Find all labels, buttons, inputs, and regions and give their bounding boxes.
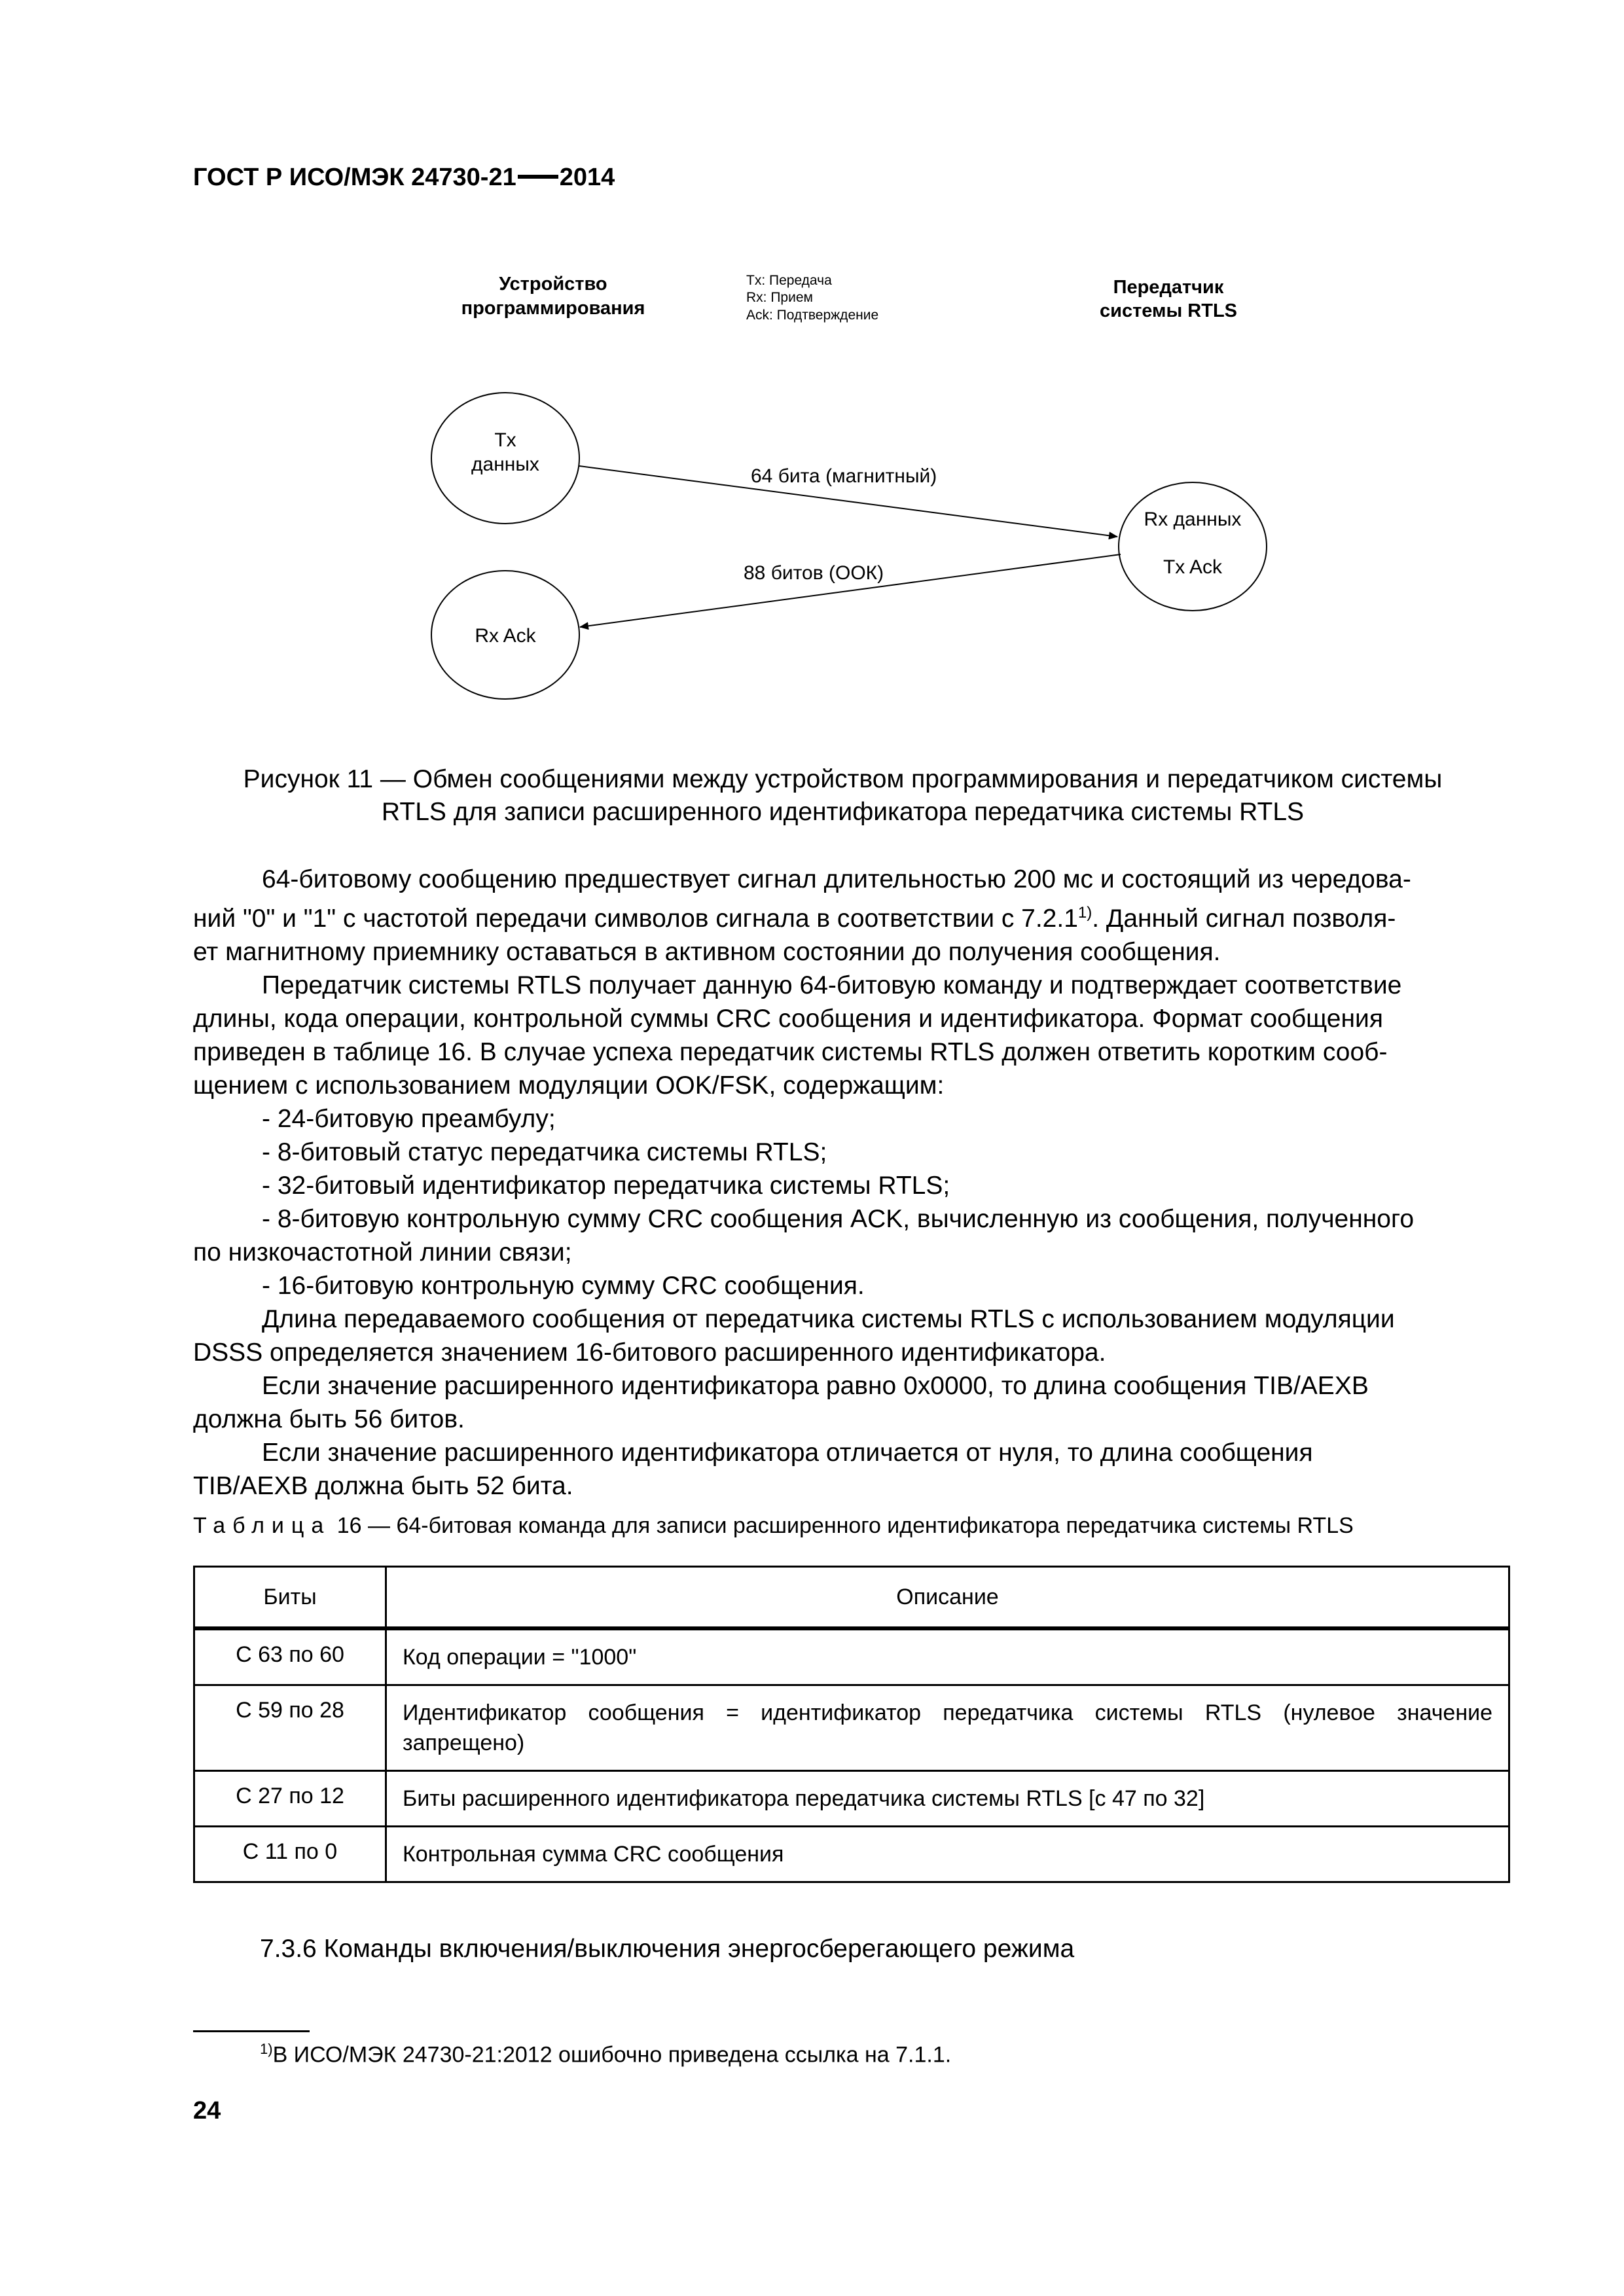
node-rx-ack-label: Rx Ack: [475, 625, 536, 647]
header-description: Описание: [386, 1567, 1509, 1629]
cell-bits: С 59 по 28: [194, 1685, 386, 1771]
message-exchange-diagram: [0, 0, 1624, 720]
node-right-label2: Tx Ack: [1163, 556, 1223, 578]
doc-id: ГОСТ Р ИСО/МЭК 24730-21: [193, 164, 516, 191]
table-header-row: [194, 1567, 1509, 1629]
doc-year: 2014: [559, 164, 615, 191]
para1-line3: ет магнитному приемнику оставаться в активном состоянии до получения сообщения.: [193, 938, 1221, 966]
cell-bits: С 63 по 60: [194, 1628, 386, 1685]
cell-description: Биты расширенного идентификатора передатчика системы RTLS [с 47 по 32]: [386, 1771, 1509, 1827]
node-right-label1: Rx данных: [1144, 509, 1242, 530]
arrow-88-bits-label: 88 битов (ООК): [744, 562, 884, 584]
figure-caption-line2: RTLS для записи расширенного идентификатора передатчика системы RTLS: [381, 798, 1305, 826]
bullet-3: - 32-битовый идентификатор передатчика системы RTLS;: [262, 1172, 950, 1200]
para1-line1: 64-битовому сообщению предшествует сигнал длительностью 200 мс и состоящий из чередова-: [262, 865, 1411, 893]
page-number: 24: [193, 2097, 221, 2125]
legend-ack: Ack: Подтверждение: [746, 308, 879, 323]
bullet-4-line2: по низкочастотной линии связи;: [193, 1238, 572, 1266]
figure-caption: [193, 763, 1492, 829]
para1-line2: [193, 896, 1502, 935]
footnote: [260, 2041, 951, 2068]
bullet-4-line1: - 8-битовую контрольную сумму CRC сообщения ACK, вычисленную из сообщения, полученного: [262, 1205, 1415, 1233]
table-row: [194, 1628, 1509, 1685]
footnote-mark: 1): [260, 2041, 273, 2057]
right-title-line1: Передатчик: [1113, 277, 1224, 298]
command-format-table: [193, 1566, 1510, 1883]
para2-line2: длины, кода операции, контрольной суммы CRC сообщения и идентификатора. Формат сообщения: [193, 1005, 1383, 1033]
para4-line2: должна быть 56 битов.: [193, 1405, 465, 1433]
table-row: [194, 1771, 1509, 1827]
table-caption-label: Таблица: [193, 1513, 331, 1538]
cell-description: Контрольная сумма CRC сообщения: [386, 1827, 1509, 1882]
para5-line2: TIB/AEXB должна быть 52 бита.: [193, 1472, 573, 1500]
footnote-text: В ИСО/МЭК 24730-21:2012 ошибочно приведена ссылка на 7.1.1.: [272, 2042, 952, 2068]
right-title-line2: системы RTLS: [1099, 300, 1238, 321]
header-bits: Биты: [194, 1567, 386, 1629]
cell-description: Идентификатор сообщения = идентификатор передатчика системы RTLS (нулевое значение запрещено): [386, 1685, 1509, 1771]
left-title-line2: программирования: [461, 298, 645, 319]
node-rtls-transmitter: [1119, 482, 1267, 611]
para4-line1: Если значение расширенного идентификатора равно 0x0000, то длина сообщения TIB/AEXB: [262, 1372, 1369, 1400]
figure-caption-line1: Рисунок 11 — Обмен сообщениями между устройством программирования и передатчиком системы: [243, 765, 1443, 793]
para1-line2-tail: . Данный сигнал позволя-: [1092, 905, 1396, 933]
body-text: [193, 863, 1502, 1503]
para1-line2-text: ний "0" и "1" с частотой передачи символов сигнала в соответствии с 7.2.1: [193, 905, 1078, 933]
cell-description: Код операции = "1000": [386, 1628, 1509, 1685]
para2-line4: щением с использованием модуляции OOK/FSK, содержащим:: [193, 1071, 945, 1100]
table-row: [194, 1827, 1509, 1882]
section-heading: 7.3.6 Команды включения/выключения энергосберегающего режима: [260, 1935, 1075, 1963]
table-row: [194, 1685, 1509, 1771]
para3-line2: DSSS определяется значением 16-битового расширенного идентификатора.: [193, 1338, 1106, 1367]
para3-line1: Длина передаваемого сообщения от передатчика системы RTLS с использованием модуляции: [262, 1305, 1395, 1333]
arrow-64-bits-label: 64 бита (магнитный): [751, 465, 937, 487]
footnote-ref: 1): [1077, 904, 1092, 922]
para2-line1: Передатчик системы RTLS получает данную 64-битовую команду и подтверждает соответствие: [262, 971, 1402, 999]
cell-bits: С 27 по 12: [194, 1771, 386, 1827]
cell-bits: С 11 по 0: [194, 1827, 386, 1882]
table-caption: [193, 1513, 1354, 1539]
node-tx-label2: данных: [471, 454, 539, 475]
para5-line1: Если значение расширенного идентификатора отличается от нуля, то длина сообщения: [262, 1439, 1313, 1467]
table-caption-text: 16 — 64-битовая команда для записи расширенного идентификатора передатчика системы RTLS: [336, 1513, 1354, 1538]
legend-rx: Rx: Прием: [746, 290, 813, 305]
bullet-1: - 24-битовую преамбулу;: [262, 1105, 556, 1133]
para2-line3: приведен в таблице 16. В случае успеха передатчик системы RTLS должен ответить коротким сооб-: [193, 1038, 1388, 1066]
bullet-5: - 16-битовую контрольную сумму CRC сообщения.: [262, 1272, 865, 1300]
legend-tx: Tx: Передача: [746, 273, 832, 288]
left-title-line1: Устройство: [499, 274, 607, 295]
bullet-2: - 8-битовый статус передатчика системы RTLS;: [262, 1138, 827, 1166]
footnote-rule: [193, 2030, 310, 2032]
node-tx-label1: Tx: [494, 429, 516, 451]
